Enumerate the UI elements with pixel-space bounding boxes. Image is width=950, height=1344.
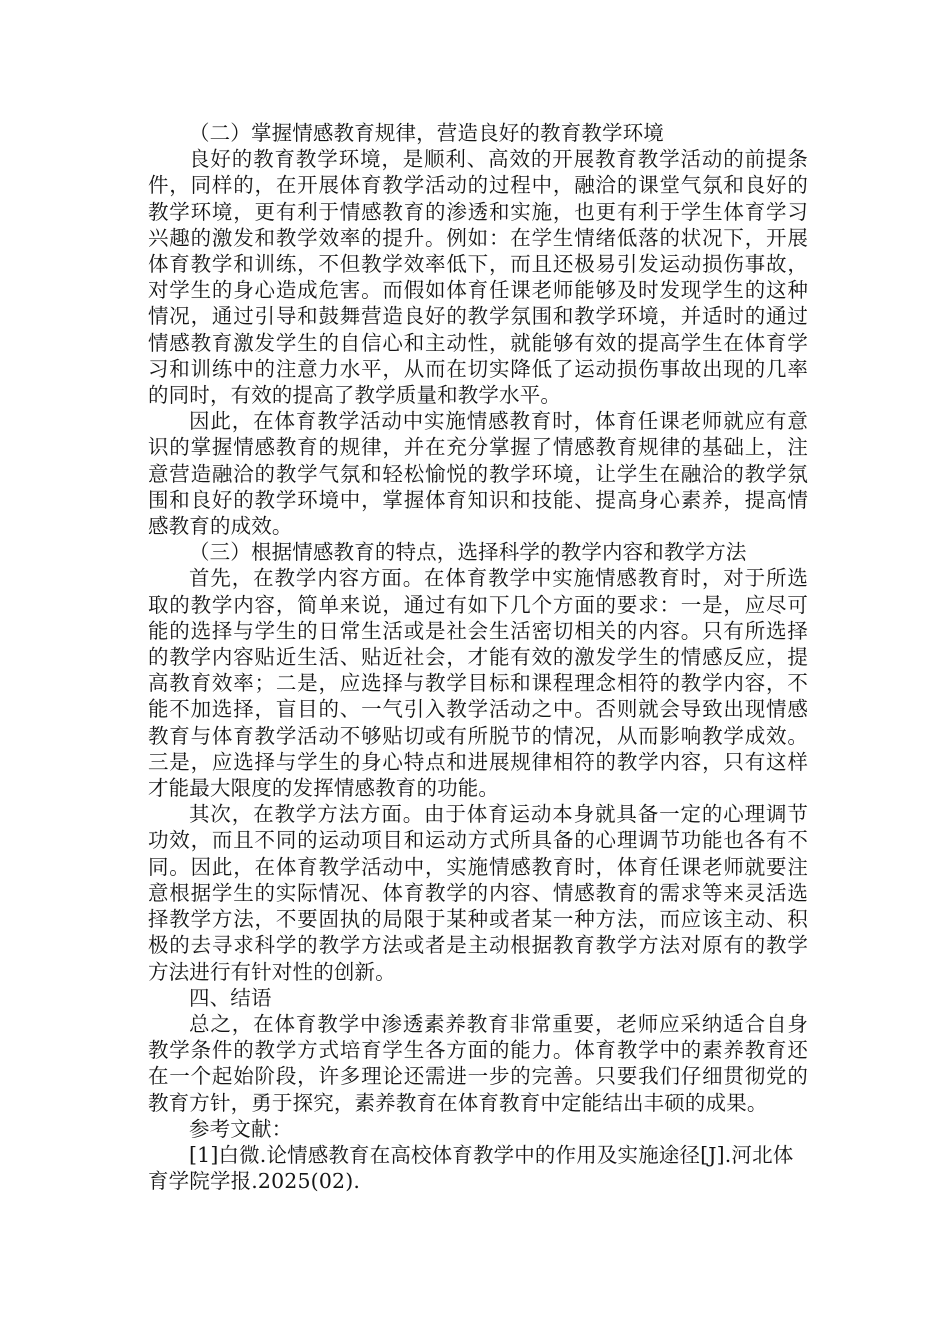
paragraph: 其次，在教学方法方面。由于体育运动本身就具备一定的心理调节功效，而且不同的运动项目和运动方式所具备的心理调节功能也各有不同。因此，在体育教学活动中，实施情感教育时，体育任课老师就要注意根据学生的实际情况、体育教学的内容、情感教育的需求等来灵活选择教学方法，不要固执的局限于某种或者某一种方法，而应该主动、积极的去寻求科学的教学方法或者是主动根据教育教学方法对原有的教学方法进行有针对性的创新。 — [148, 802, 808, 984]
references-heading: 参考文献： — [189, 1116, 293, 1141]
document-body — [148, 120, 808, 1194]
paragraph: 总之，在体育教学中渗透素养教育非常重要，老师应采纳适合自身教学条件的教学方式培育学生各方面的能力。体育教学中的素养教育还在一个起始阶段，许多理论还需进一步的完善。只要我们仔细贯彻党的教育方针，勇于探究，素养教育在体育教育中定能结出丰硕的成果。 — [148, 1011, 808, 1115]
paragraph: 因此，在体育教学活动中实施情感教育时，体育任课老师就应有意识的掌握情感教育的规律，并在充分掌握了情感教育规律的基础上，注意营造融洽的教学气氛和轻松愉悦的教学环境，让学生在融洽的教学氛围和良好的教学环境中，掌握体育知识和技能、提高身心素养，提高情感教育的成效。 — [148, 409, 808, 539]
section-heading-4: 四、结语 — [189, 985, 272, 1010]
section-heading-2: （二）掌握情感教育规律，营造良好的教育教学环境 — [189, 121, 664, 145]
reference-item: [1]白微.论情感教育在高校体育教学中的作用及实施途径[J].河北体育学院学报.2025(02). — [148, 1142, 794, 1194]
section-heading-3: （三）根据情感教育的特点，选择科学的教学内容和教学方法 — [189, 540, 747, 565]
paragraph: 首先，在教学内容方面。在体育教学中实施情感教育时，对于所选取的教学内容，简单来说，通过有如下几个方面的要求：一是，应尽可能的选择与学生的日常生活或是社会生活密切相关的内容。只有所选择的教学内容贴近生活、贴近社会，才能有效的激发学生的情感反应，提高教育效率；二是，应选择与教学目标和课程理念相符的教学内容，不能不加选择，盲目的、一气引入教学活动之中。否则就会导致出现情感教育与体育教学活动不够贴切或有所脱节的情况，从而影响教学成效。三是，应选择与学生的身心特点和进展规律相符的教学内容，只有这样才能最大限度的发挥情感教育的功能。 — [148, 566, 808, 801]
paragraph: 良好的教育教学环境，是顺利、高效的开展教育教学活动的前提条件，同样的，在开展体育教学活动的过程中，融洽的课堂气氛和良好的教学环境，更有利于情感教育的渗透和实施，也更有利于学生体育学习兴趣的激发和教学效率的提升。例如：在学生情绪低落的状况下，开展体育教学和训练，不但教学效率低下，而且还极易引发运动损伤事故，对学生的身心造成危害。而假如体育任课老师能够及时发现学生的这种情况，通过引导和鼓舞营造良好的教学氛围和教学环境，并适时的通过情感教育激发学生的自信心和主动性，就能够有效的提高学生在体育学习和训练中的注意力水平，从而在切实降低了运动损伤事故出现的几率的同时，有效的提高了教学质量和教学水平。 — [148, 147, 808, 408]
